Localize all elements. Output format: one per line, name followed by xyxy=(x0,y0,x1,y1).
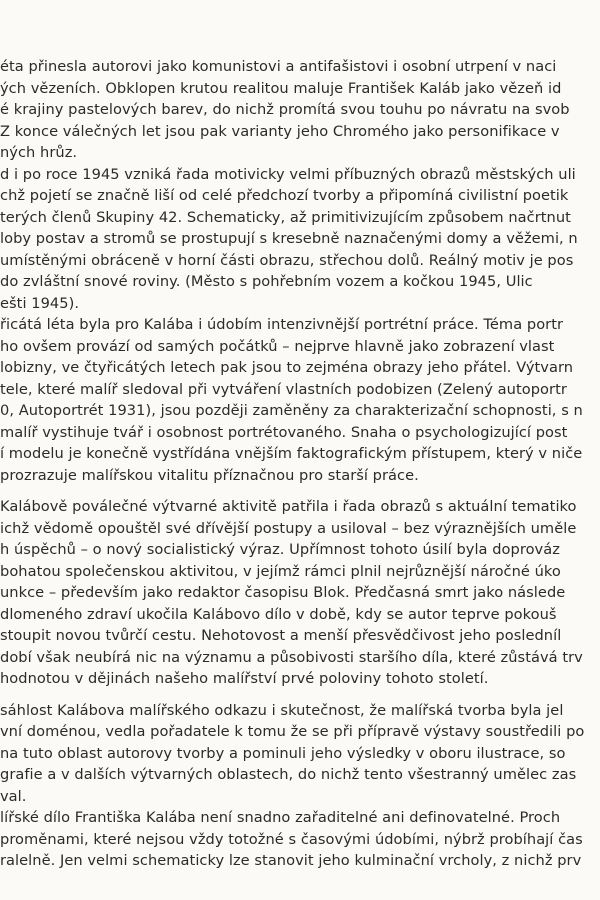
text-line: terých členů Skupiny 42. Schematicky, až primitivizujícím způsobem načrtnut xyxy=(0,208,571,226)
text-line: umístěnými obráceně v horní části obrazu, střechou dolů. Reálný motiv je pos xyxy=(0,251,574,269)
text-line: řicátá léta byla pro Kalába i údobím intenzivnější portrétní práce. Téma portr xyxy=(0,316,564,333)
text-line: chž pojetí se značně liší od celé předchozí tvorby a připomíná civilistní poetik xyxy=(0,187,569,204)
text-line: í modelu je konečně vystřídána vnějším faktografickým přístupem, který v niče xyxy=(0,445,583,462)
text-line: grafie a v dalších výtvarných oblastech, do nichž tento všestranný umělec zas xyxy=(0,766,577,783)
text-line: ralelně. Jen velmi schematicky lze stanovit jeho kulminační vrcholy, z nichž prv xyxy=(0,852,582,869)
paragraph-6 xyxy=(0,807,600,872)
text-line: unkce – především jako redaktor časopisu Blok. Předčasná smrt jako následe xyxy=(0,584,566,601)
text-line: do zvláštní snové roviny. (Město s pohřebním vozem a kočkou 1945, Ulic xyxy=(0,273,533,290)
paragraph-gap xyxy=(0,486,600,496)
text-line: hodnotou v dějinách našeho malířství prvé poloviny tohoto století. xyxy=(0,670,489,687)
text-line: 0, Autoportrét 1931), jsou později zaměněny za charakterizační schopnosti, s n xyxy=(0,402,583,419)
text-line: prozrazuje malířskou vitalitu příznačnou pro starší práce. xyxy=(0,466,419,484)
text-line: lířské dílo Františka Kalába není snadno zařaditelné ani definovatelné. Proch xyxy=(0,809,561,826)
text-line: h úspěchů – o nový socialistický výraz. Upřímnost tohoto úsilí byla doprováz xyxy=(0,541,560,558)
text-line: vní doménou, vedla pořadatele k tomu že se při přípravě výstavy soustředili po xyxy=(0,723,585,740)
paragraph-4 xyxy=(0,496,600,690)
text-line: stoupit novou tvůrčí cestu. Nehotovost a menší přesvědčivost jeho posledníl xyxy=(0,627,562,644)
paragraph-5 xyxy=(0,700,600,808)
text-line: na tuto oblast autorovy tvorby a pominuli jeho výsledky v oboru ilustrace, so xyxy=(0,744,566,762)
text-line: malíř vystihuje tvář i osobnost portrétovaného. Snaha o psychologizující post xyxy=(0,423,568,441)
text-line: dlomeného zdraví ukočila Kalábovo dílo v době, kdy se autor teprve pokouš xyxy=(0,605,557,623)
paragraph-3 xyxy=(0,314,600,486)
text-line: Kalábově poválečné výtvarné aktivitě patřila i řada obrazů s aktuální tematiko xyxy=(0,498,577,515)
text-line: ešti 1945). xyxy=(0,294,80,312)
text-line: proměnami, které nejsou vždy totožné s časovými údobími, nýbrž probíhají čas xyxy=(0,830,583,848)
text-line: éta přinesla autorovi jako komunistovi a antifašistovi i osobní utrpení v naci xyxy=(0,58,557,75)
text-line: ho ovšem provází od samých počátků – nejprve hlavně jako zobrazení vlast xyxy=(0,337,555,355)
text-line: loby postav a stromů se prostupují s kresebně naznačenými domy a věžemi, n xyxy=(0,230,578,247)
paragraph-2 xyxy=(0,164,600,315)
text-line: tele, které malíř sledoval při vytváření vlastních podobizen (Zelený autoportr xyxy=(0,380,567,398)
text-line: val. xyxy=(0,787,27,805)
text-line: Z konce válečných let jsou pak varianty jeho Chromého jako personifikace v xyxy=(0,122,560,140)
body-text xyxy=(0,56,600,872)
text-line: bohatou společenskou aktivitou, v jejímž rámci plnil nejrůznější náročné úko xyxy=(0,562,561,580)
text-line: é krajiny pastelových barev, do nichž promítá svou touhu po návratu na svob xyxy=(0,101,570,118)
text-line: ichž vědomě opouštěl své dřívější postupy a usiloval – bez výraznějších uměle xyxy=(0,519,577,537)
paragraph-gap xyxy=(0,690,600,700)
text-line: lobizny, ve čtyřicátých letech pak jsou to zejména obrazy jeho přátel. Výtvarn xyxy=(0,359,574,376)
text-line: ných hrůz. xyxy=(0,144,78,161)
text-line: sáhlost Kalábova malířského odkazu i skutečnost, že malířská tvorba byla jel xyxy=(0,701,564,719)
text-line: ých vězeních. Obklopen krutou realitou maluje František Kaláb jako vězeň id xyxy=(0,79,562,97)
text-line: dobí však neubírá nic na významu a působivosti staršího díla, které zůstává trv xyxy=(0,648,583,666)
text-line: d i po roce 1945 vzniká řada motivicky velmi příbuzných obrazů městských uli xyxy=(0,165,576,183)
paragraph-1 xyxy=(0,56,600,164)
